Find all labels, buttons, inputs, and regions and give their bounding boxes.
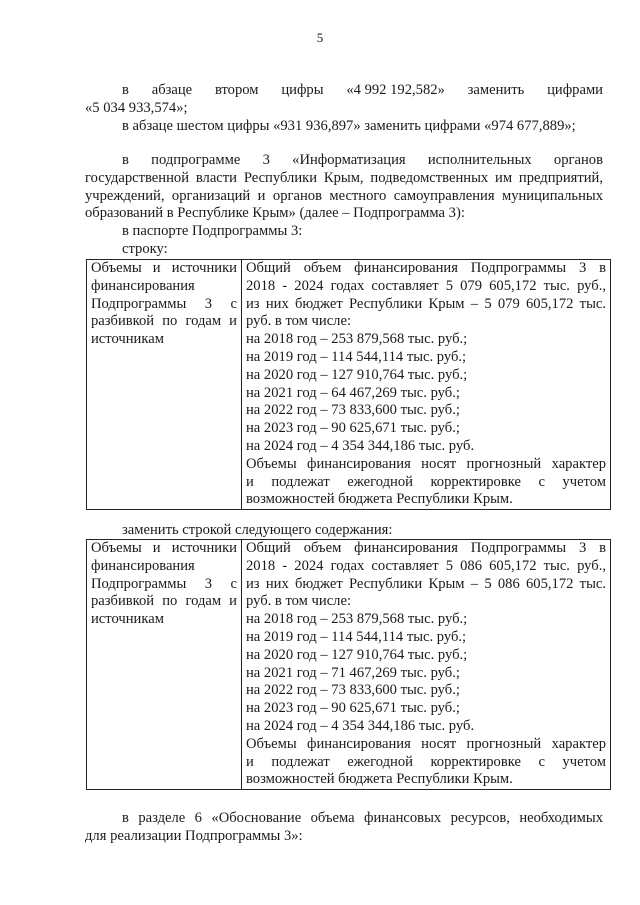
paragraph-line <box>85 82 603 100</box>
value-line: возможностей бюджета Республики Крым. <box>246 771 513 788</box>
label-line: разбивкой по годам и <box>91 313 237 330</box>
label-line: разбивкой по годам и <box>91 593 237 610</box>
value-line: на 2018 год – 253 879,568 тыс. руб.; <box>246 331 468 348</box>
paragraph-line: образований в Республике Крым» (далее – Подпрограмма 3): <box>85 205 465 222</box>
word: втором <box>214 82 259 98</box>
word: в <box>122 82 129 98</box>
word: абзаце <box>151 82 193 98</box>
paragraph-line: заменить строкой следующего содержания: <box>122 522 393 538</box>
value-line: на 2021 год – 64 467,269 тыс. руб.; <box>246 384 460 401</box>
table-cell-label <box>87 260 242 510</box>
value-line: руб. в том числе: <box>246 593 351 610</box>
paragraph-abzac-vtorom <box>85 82 603 135</box>
label-line: финансирования <box>91 277 195 294</box>
table-cell-value <box>242 260 611 510</box>
paragraph-line: учреждений, организаций и органов местного самоуправления муниципальных <box>85 187 603 204</box>
replace-caption <box>85 522 603 540</box>
paragraph-line: в паспорте Подпрограммы 3: <box>122 223 303 240</box>
passport-table-new <box>86 539 611 790</box>
paragraph-podprogramma-3 <box>85 152 603 259</box>
value-line: 2018 - 2024 годах составляет 5 079 605,172 тыс. руб., <box>246 277 606 294</box>
value-line: на 2018 год – 253 879,568 тыс. руб.; <box>246 611 468 628</box>
paragraph-line: «5 034 933,574»; <box>85 99 188 116</box>
value-line: Объемы финансирования носят прогнозный характер <box>246 455 606 472</box>
label-line: Объемы и источники <box>91 260 237 276</box>
paragraph-line: в разделе 6 «Обоснование объема финансовых ресурсов, необходимых <box>122 810 603 826</box>
value-line: Объемы финансирования носят прогнозный характер <box>246 735 606 752</box>
label-line: финансирования <box>91 557 195 574</box>
label-line: Подпрограммы 3 с <box>91 295 237 312</box>
value-line: из них бюджет Республики Крым – 5 086 605,172 тыс. <box>246 575 606 592</box>
value-line: на 2019 год – 114 544,114 тыс. руб.; <box>246 628 467 645</box>
paragraph-razdel-6 <box>85 810 603 846</box>
paragraph-line: государственной власти Республики Крым, подведомственных им предприятий, <box>85 169 603 186</box>
label-line: источникам <box>91 331 164 348</box>
paragraph-line: строку: <box>122 240 168 257</box>
value-line: на 2020 год – 127 910,764 тыс. руб.; <box>246 366 468 383</box>
value-line: на 2020 год – 127 910,764 тыс. руб.; <box>246 646 468 663</box>
paragraph-line: для реализации Подпрограммы 3»: <box>85 827 303 844</box>
value-line: на 2019 год – 114 544,114 тыс. руб.; <box>246 348 467 365</box>
passport-table-old <box>86 259 611 510</box>
label-line: источникам <box>91 611 164 628</box>
paragraph-line: в абзаце шестом цифры «931 936,897» заменить цифрами «974 677,889»; <box>122 117 576 134</box>
value-line: на 2023 год – 90 625,671 тыс. руб.; <box>246 420 460 437</box>
value-line: руб. в том числе: <box>246 313 351 330</box>
word: цифрами <box>547 82 603 98</box>
paragraph-line: в подпрограмме 3 «Информатизация исполнительных органов <box>122 152 603 168</box>
value-line: и подлежат ежегодной корректировке с учетом <box>246 753 606 770</box>
value-line: на 2022 год – 73 833,600 тыс. руб.; <box>246 402 460 419</box>
value-line: возможностей бюджета Республики Крым. <box>246 491 513 508</box>
page-number: 5 <box>316 30 324 45</box>
value-line: Общий объем финансирования Подпрограммы 3 в <box>246 540 606 556</box>
value-line: из них бюджет Республики Крым – 5 079 605,172 тыс. <box>246 295 606 312</box>
word: «4 992 192,582» <box>346 82 445 98</box>
label-line: Подпрограммы 3 с <box>91 575 237 592</box>
value-line: на 2022 год – 73 833,600 тыс. руб.; <box>246 682 460 699</box>
value-line: и подлежат ежегодной корректировке с учетом <box>246 473 606 490</box>
table-row <box>87 540 611 790</box>
value-line: на 2023 год – 90 625,671 тыс. руб.; <box>246 700 460 717</box>
word: цифры <box>281 82 324 98</box>
table-row <box>87 260 611 510</box>
value-line: на 2021 год – 71 467,269 тыс. руб.; <box>246 664 460 681</box>
value-line: Общий объем финансирования Подпрограммы 3 в <box>246 260 606 276</box>
value-line: на 2024 год – 4 354 344,186 тыс. руб. <box>246 717 475 734</box>
word: заменить <box>467 82 525 98</box>
table-cell-label <box>87 540 242 790</box>
label-line: Объемы и источники <box>91 540 237 556</box>
value-line: 2018 - 2024 годах составляет 5 086 605,172 тыс. руб., <box>246 557 606 574</box>
value-line: на 2024 год – 4 354 344,186 тыс. руб. <box>246 437 475 454</box>
table-cell-value <box>242 540 611 790</box>
